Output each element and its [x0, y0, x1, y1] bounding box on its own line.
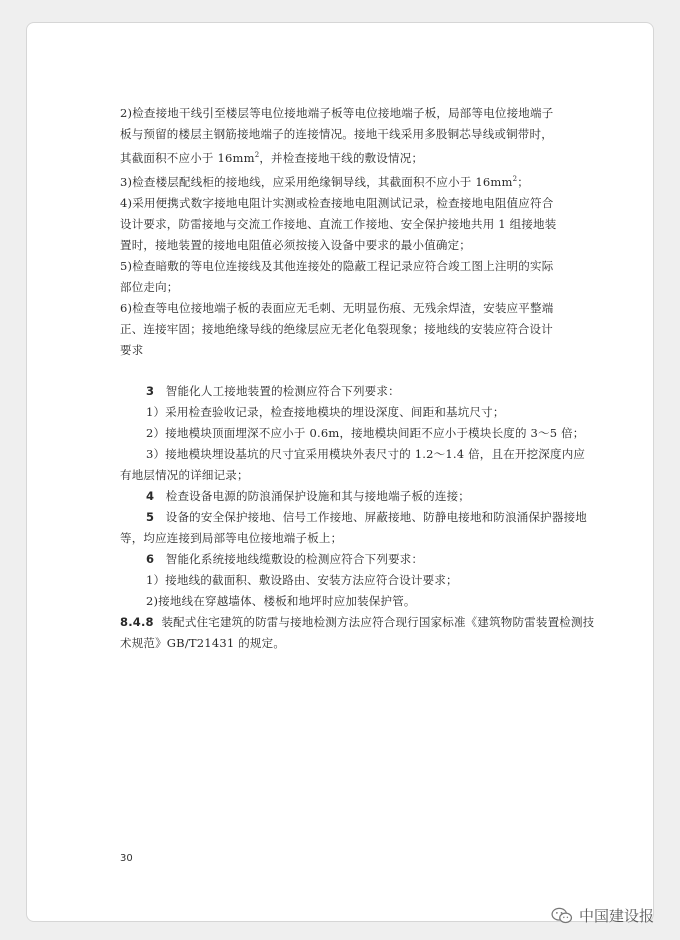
text-line: 其截面积不应小于 16mm	[120, 150, 255, 165]
text-line: 要求	[120, 342, 144, 357]
paragraph-continuation	[120, 633, 622, 654]
watermark	[551, 905, 654, 926]
text-line: 设计要求，防雷接地与交流工作接地、直流工作接地、安全保护接地共用 1 组接地装	[120, 216, 557, 231]
text-line: 1）采用检查验收记录，检查接地模块的埋设深度、间距和基坑尺寸；	[146, 404, 505, 419]
section-number: 4	[146, 488, 155, 503]
section-3-item-2	[120, 423, 622, 444]
text-line: 检查设备电源的防浪涌保护设施和其与接地端子板的连接；	[165, 488, 470, 503]
section-number: 6	[146, 551, 155, 566]
text-line: 3)检查楼层配线柜的接地线，应采用绝缘铜导线，其截面积不应小于 16mm	[120, 174, 513, 189]
paragraph-item-3	[120, 169, 622, 193]
text-line: 设备的安全保护接地、信号工作接地、屏蔽接地、防静电接地和防浪涌保护器接地	[165, 509, 587, 524]
text-line: 2)接地线在穿越墙体、楼板和地坪时应加装保护管。	[146, 593, 416, 608]
text-line: 2)检查接地干线引至楼层等电位接地端子板等电位接地端子板，局部等电位接地端子	[120, 106, 554, 120]
text-line: 5)检查暗敷的等电位连接线及其他连接处的隐蔽工程记录应符合竣工图上注明的实际	[120, 258, 554, 273]
spacer	[120, 361, 622, 381]
paragraph-continuation	[120, 145, 622, 169]
text-line: 置时，接地装置的接地电阻值必须按接入设备中要求的最小值确定；	[120, 237, 471, 252]
text-line: 板与预留的楼层主钢筋接地端子的连接情况。接地干线采用多股铜芯导线或铜带时，	[120, 127, 553, 141]
section-6-item-2	[120, 591, 622, 612]
paragraph-item-2	[120, 103, 622, 124]
paragraph-continuation	[120, 277, 622, 298]
text-line: 等，均应连接到局部等电位接地端子板上；	[120, 530, 343, 545]
text-line: ；	[517, 174, 529, 189]
section-4-heading	[120, 486, 622, 507]
text-line: 1）接地线的截面积、敷设路由、安装方法应符合设计要求；	[146, 572, 458, 587]
paragraph-item-5	[120, 256, 622, 277]
paragraph-continuation	[120, 528, 622, 549]
paragraph-continuation	[120, 319, 622, 340]
text-line: 4)采用便携式数字接地电阻计实测或检查接地电阻测试记录，检查接地电阻值应符合	[120, 195, 554, 210]
text-line: 智能化系统接地线缆敷设的检测应符合下列要求：	[165, 551, 424, 566]
paragraph-continuation	[120, 124, 622, 145]
text-line: 装配式住宅建筑的防雷与接地检测方法应符合现行国家标准《建筑物防雷装置检测技	[161, 614, 595, 629]
text-line: 正、连接牢固；接地绝缘导线的绝缘层应无老化龟裂现象；接地线的安装应符合设计	[120, 321, 553, 336]
page-number: 30	[120, 853, 133, 864]
paragraph-item-4	[120, 193, 622, 214]
section-3-item-1	[120, 402, 622, 423]
section-6-heading	[120, 549, 622, 570]
page-content	[120, 103, 622, 654]
text-line: 部位走向；	[120, 279, 179, 294]
paragraph-item-6	[120, 298, 622, 319]
paragraph-continuation	[120, 465, 622, 486]
text-line: ，并检查接地干线的敷设情况；	[259, 150, 424, 165]
superscript: 2	[512, 174, 518, 183]
clause-number: 8.4.8	[120, 614, 154, 629]
wechat-icon	[551, 907, 573, 925]
section-5-heading	[120, 507, 622, 528]
section-number: 5	[146, 509, 155, 524]
watermark-text: 中国建设报	[578, 907, 654, 925]
text-line: 2）接地模块顶面埋深不应小于 0.6m，接地模块间距不应小于模块长度的 3～5 倍；	[146, 425, 585, 440]
paragraph-continuation	[120, 214, 622, 235]
section-3-heading	[120, 381, 622, 402]
text-line: 有地层情况的详细记录；	[120, 467, 249, 482]
text-line: 3）接地模块埋设基坑的尺寸宜采用模块外表尺寸的 1.2～1.4 倍，且在开挖深度内应	[146, 446, 586, 461]
paragraph-continuation	[120, 340, 622, 361]
text-line: 智能化人工接地装置的检测应符合下列要求：	[165, 383, 400, 398]
paragraph-continuation	[120, 235, 622, 256]
section-6-item-1	[120, 570, 622, 591]
section-number: 3	[146, 383, 155, 398]
superscript: 2	[254, 151, 260, 159]
section-3-item-3	[120, 444, 622, 465]
document-page	[26, 22, 654, 922]
clause-8-4-8	[120, 612, 622, 633]
text-line: 6)检查等电位接地端子板的表面应无毛刺、无明显伤痕、无残余焊渣，安装应平整端	[120, 300, 554, 315]
text-line: 术规范》GB/T21431 的规定。	[120, 635, 286, 650]
